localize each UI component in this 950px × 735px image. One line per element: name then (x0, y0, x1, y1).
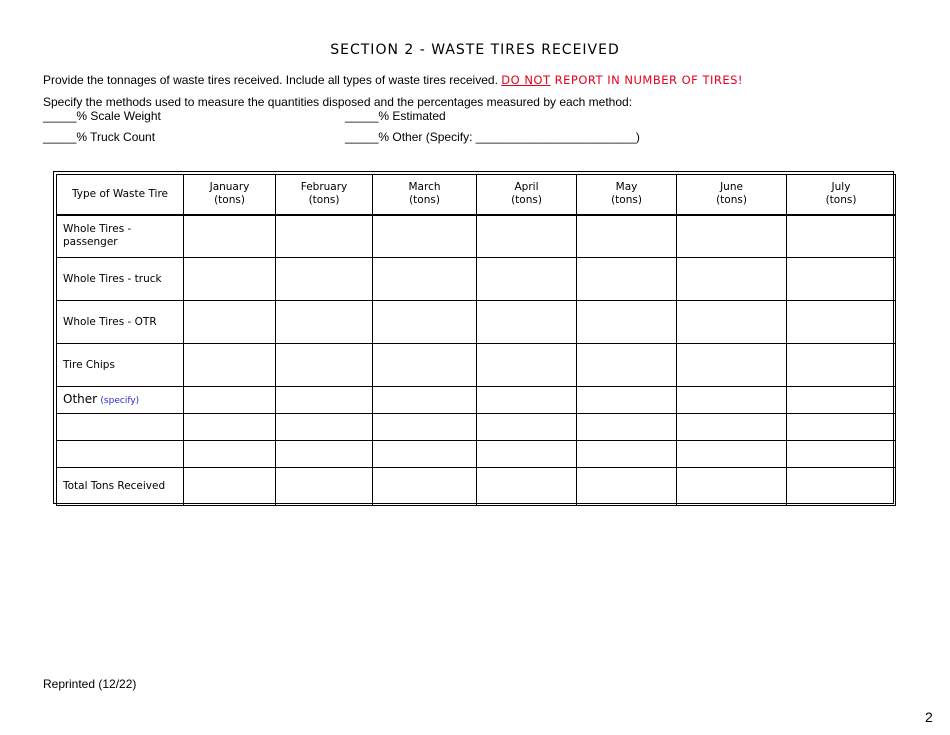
input-cell[interactable] (276, 441, 373, 468)
input-cell[interactable] (184, 344, 276, 387)
table-header-row (57, 175, 896, 215)
input-cell[interactable] (184, 301, 276, 344)
header-april (477, 175, 577, 215)
row-label-truck: Whole Tires - truck (57, 258, 184, 301)
header-june (677, 175, 787, 215)
input-cell[interactable] (787, 441, 896, 468)
header-march (373, 175, 477, 215)
input-cell[interactable] (373, 344, 477, 387)
input-cell[interactable] (373, 468, 477, 506)
input-cell[interactable] (184, 468, 276, 506)
row-label-other (57, 387, 184, 414)
header-type-of-waste-tire: Type of Waste Tire (57, 175, 184, 215)
input-cell[interactable] (477, 301, 577, 344)
input-cell[interactable] (577, 441, 677, 468)
input-cell[interactable] (184, 215, 276, 258)
input-cell[interactable] (373, 215, 477, 258)
input-cell[interactable] (477, 344, 577, 387)
input-cell[interactable] (787, 414, 896, 441)
month-unit: (tons) (716, 194, 747, 207)
input-cell[interactable] (677, 215, 787, 258)
input-cell[interactable] (787, 344, 896, 387)
input-cell[interactable] (677, 301, 787, 344)
input-cell[interactable] (677, 258, 787, 301)
month-name: July (831, 181, 851, 194)
input-cell[interactable] (276, 215, 373, 258)
waste-tire-table (56, 174, 896, 506)
header-february (276, 175, 373, 215)
row-label-chips: Tire Chips (57, 344, 184, 387)
section-title: SECTION 2 - WASTE TIRES RECEIVED (330, 42, 620, 58)
instruction-line-2: Specify the methods used to measure the quantities disposed and the percentages measured by each method: (43, 95, 633, 109)
month-unit: (tons) (611, 194, 642, 207)
instruction-line-1 (43, 73, 743, 87)
input-cell[interactable] (677, 441, 787, 468)
method-estimated[interactable]: _____% Estimated (345, 109, 446, 123)
input-cell[interactable] (373, 258, 477, 301)
month-name: May (615, 181, 638, 194)
input-cell[interactable] (787, 387, 896, 414)
table-row-blank (57, 414, 896, 441)
input-cell[interactable] (677, 344, 787, 387)
input-cell[interactable] (787, 215, 896, 258)
input-cell[interactable] (184, 387, 276, 414)
row-label-blank[interactable] (57, 414, 184, 441)
input-cell[interactable] (477, 215, 577, 258)
table-row-passenger (57, 215, 896, 258)
input-cell[interactable] (276, 387, 373, 414)
header-may (577, 175, 677, 215)
input-cell[interactable] (677, 387, 787, 414)
warning-underlined: DO NOT (501, 73, 551, 87)
month-name: June (720, 181, 743, 194)
input-cell[interactable] (577, 215, 677, 258)
input-cell[interactable] (577, 258, 677, 301)
table-row-otr (57, 301, 896, 344)
month-unit: (tons) (825, 194, 857, 207)
input-cell[interactable] (477, 387, 577, 414)
header-july (787, 175, 896, 215)
input-cell[interactable] (677, 414, 787, 441)
waste-tire-table-frame (53, 171, 894, 504)
warning-text (501, 73, 743, 87)
input-cell[interactable] (276, 344, 373, 387)
input-cell[interactable] (373, 301, 477, 344)
month-unit: (tons) (214, 194, 245, 207)
table-row-blank (57, 441, 896, 468)
instruction-text: Provide the tonnages of waste tires received. Include all types of waste tires received. (43, 73, 502, 87)
input-cell[interactable] (276, 468, 373, 506)
row-label-total: Total Tons Received (57, 468, 184, 506)
month-name: January (209, 181, 250, 194)
row-label-passenger: Whole Tires - passenger (57, 215, 184, 258)
input-cell[interactable] (477, 258, 577, 301)
header-january (184, 175, 276, 215)
input-cell[interactable] (477, 441, 577, 468)
input-cell[interactable] (577, 344, 677, 387)
input-cell[interactable] (184, 441, 276, 468)
month-unit: (tons) (511, 194, 542, 207)
input-cell[interactable] (373, 387, 477, 414)
input-cell[interactable] (276, 301, 373, 344)
input-cell[interactable] (787, 468, 896, 506)
method-truck-count[interactable]: _____% Truck Count (43, 130, 156, 144)
month-name: March (408, 181, 441, 194)
input-cell[interactable] (577, 387, 677, 414)
input-cell[interactable] (577, 468, 677, 506)
input-cell[interactable] (373, 414, 477, 441)
warning-rest: REPORT IN NUMBER OF TIRES! (550, 73, 744, 87)
method-scale-weight[interactable]: _____% Scale Weight (43, 109, 161, 123)
input-cell[interactable] (577, 301, 677, 344)
input-cell[interactable] (373, 441, 477, 468)
table-row-chips (57, 344, 896, 387)
month-unit: (tons) (308, 194, 340, 207)
table-row-other (57, 387, 896, 414)
input-cell[interactable] (276, 258, 373, 301)
page-number: 2 (925, 709, 933, 725)
table-row-truck (57, 258, 896, 301)
month-name: February (300, 181, 348, 194)
input-cell[interactable] (577, 414, 677, 441)
other-label: Other (63, 391, 98, 406)
table-row-total (57, 468, 896, 506)
month-unit: (tons) (409, 194, 440, 207)
input-cell[interactable] (787, 258, 896, 301)
row-label-otr: Whole Tires - OTR (57, 301, 184, 344)
input-cell[interactable] (787, 301, 896, 344)
input-cell[interactable] (184, 414, 276, 441)
input-cell[interactable] (276, 414, 373, 441)
input-cell[interactable] (677, 468, 787, 506)
method-other[interactable]: _____% Other (Specify: ________________________) (345, 130, 640, 144)
other-specify-note: (specify) (100, 395, 140, 406)
month-name: April (514, 181, 539, 194)
row-label-blank[interactable] (57, 441, 184, 468)
input-cell[interactable] (477, 468, 577, 506)
reprint-note: Reprinted (12/22) (43, 677, 137, 691)
input-cell[interactable] (184, 258, 276, 301)
input-cell[interactable] (477, 414, 577, 441)
